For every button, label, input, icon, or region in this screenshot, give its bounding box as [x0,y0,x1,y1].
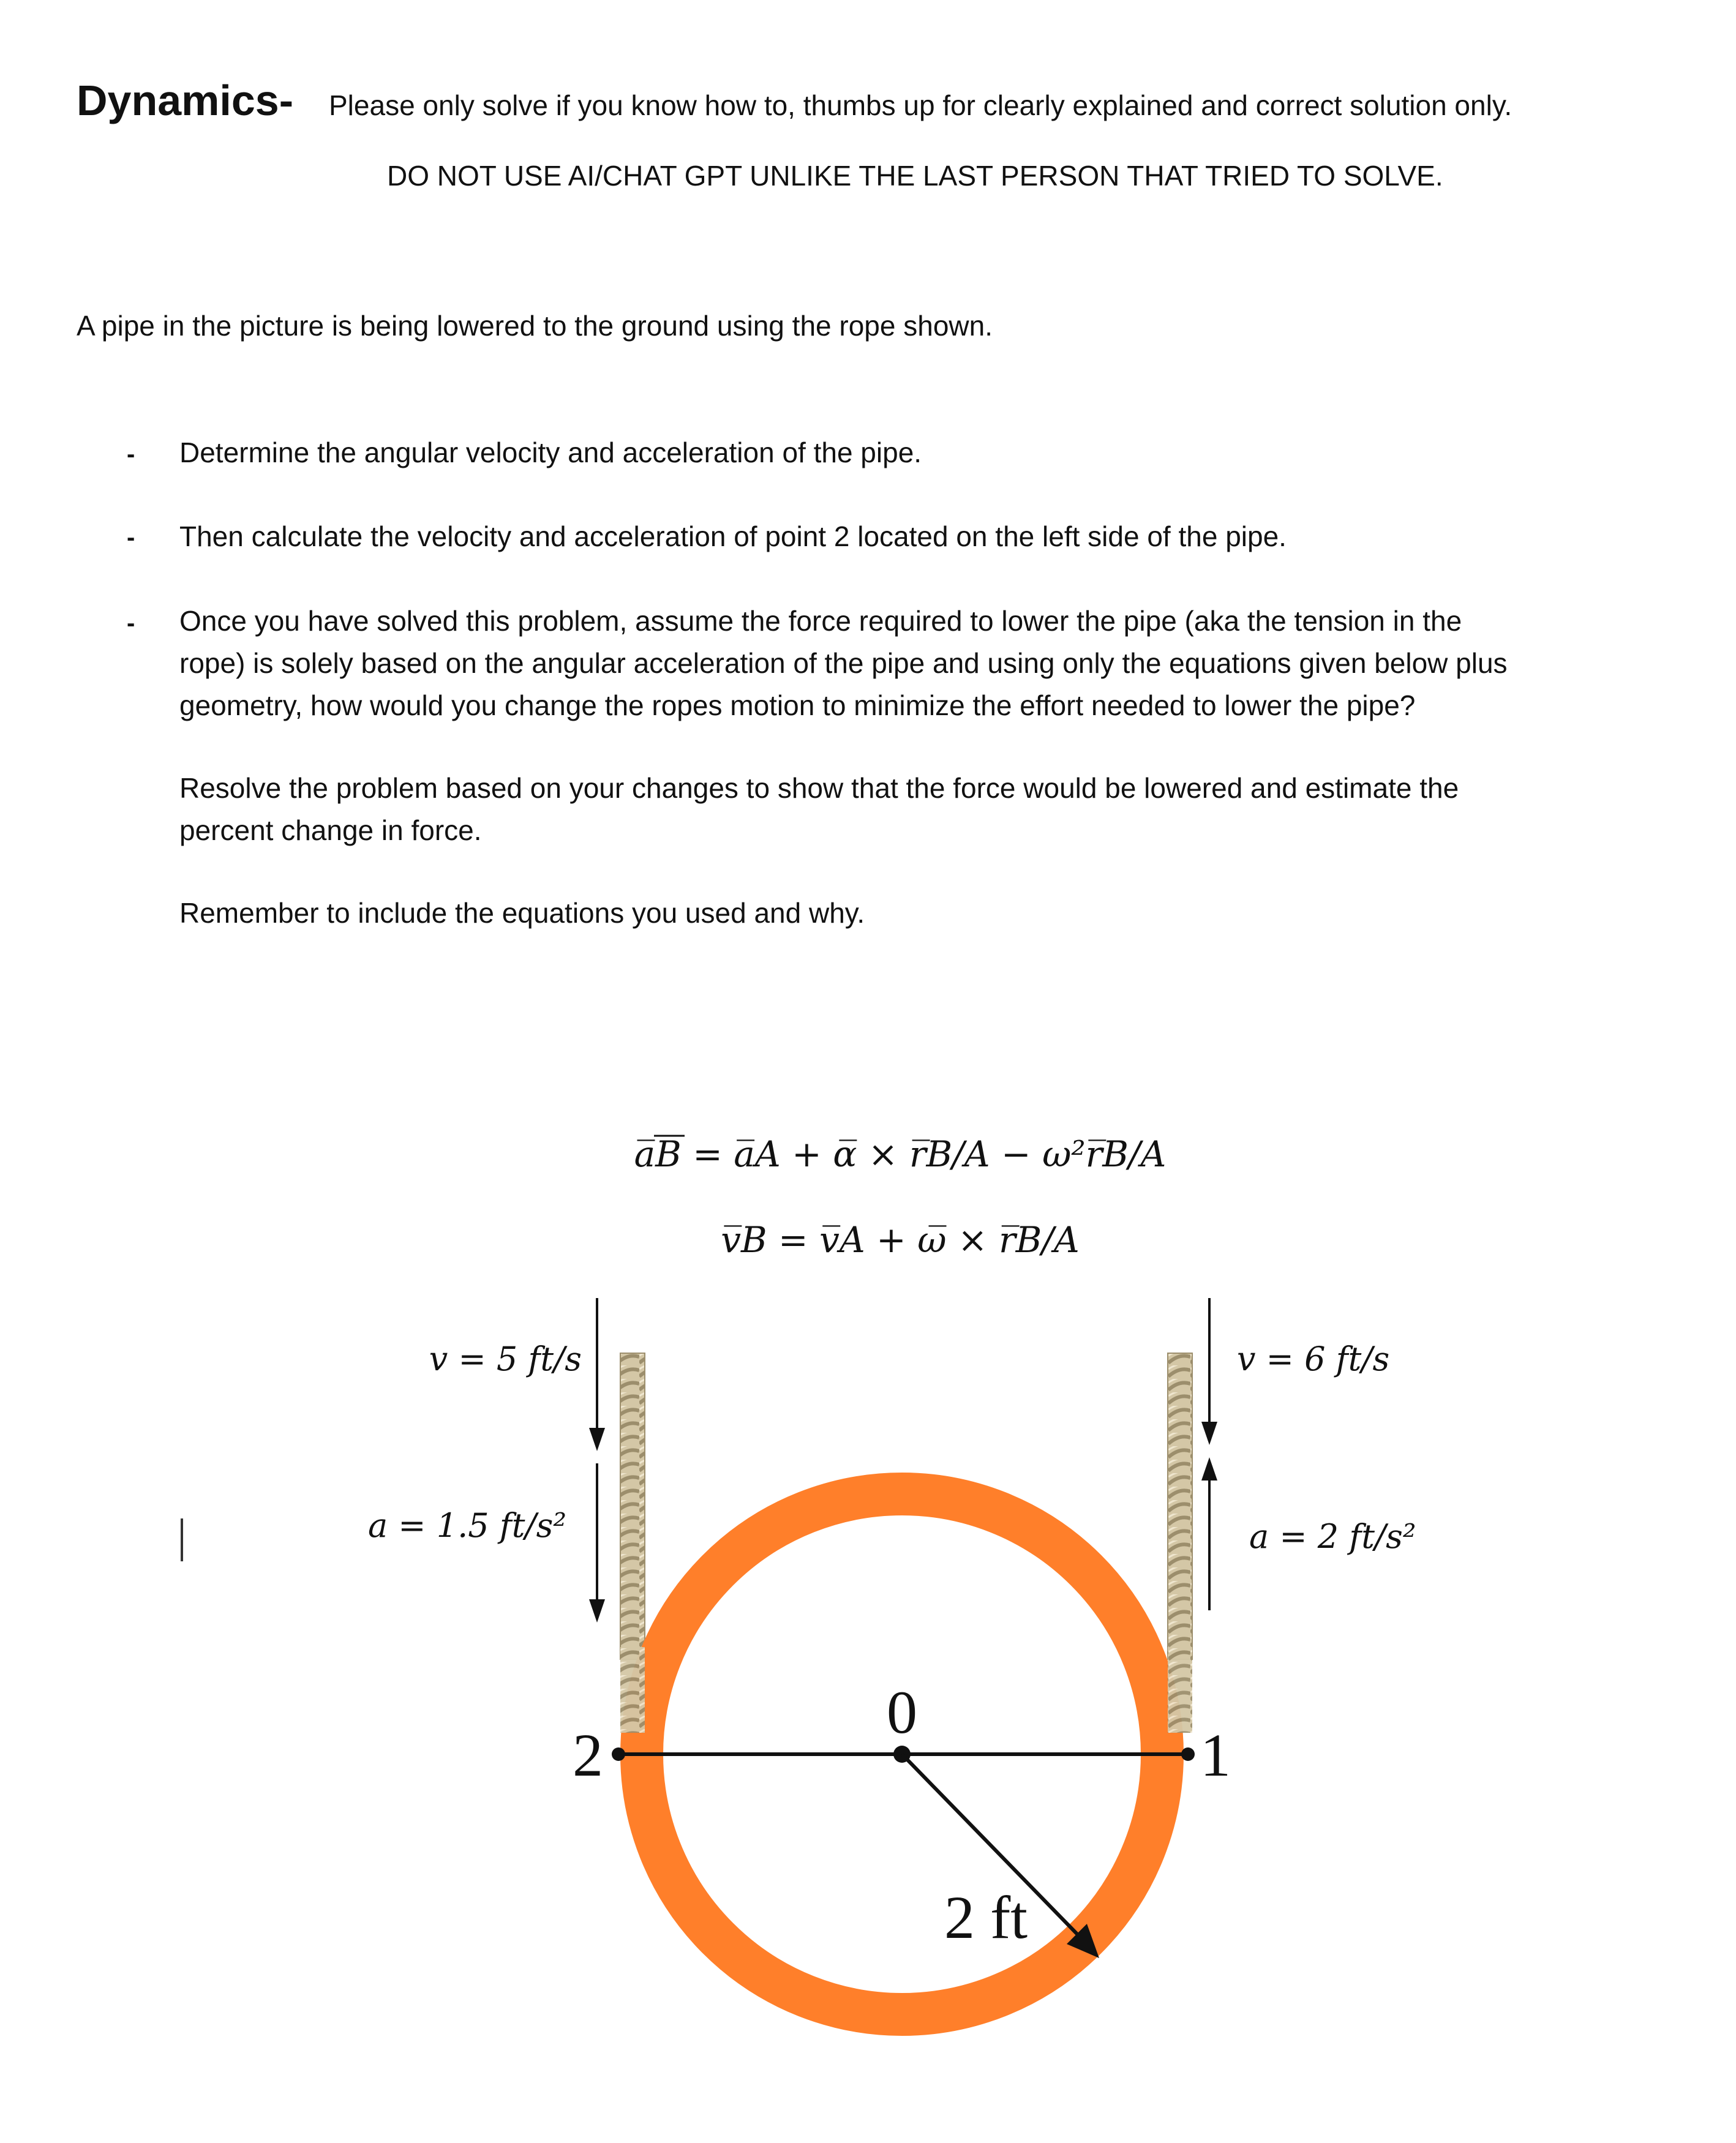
bullet-marker: - [127,524,135,551]
page-title: Dynamics- [77,77,294,124]
bullet-marker: - [127,610,135,637]
header-note: Please only solve if you know how to, thumbs up for clearly explained and correct solution only. [329,89,1512,121]
task-item: Determine the angular velocity and acceleration of the pipe. [179,437,922,468]
pipe-figure [0,1096,1736,2076]
left-velocity-arrowhead [589,1428,605,1451]
bullet-marker: - [127,441,135,468]
task-item-line: geometry, how would you change the ropes motion to minimize the effort needed to lower the pipe? [179,689,1416,721]
resolve-line: percent change in force. [179,814,482,846]
point-2-marker [612,1747,625,1761]
task-item-line: rope) is solely based on the angular acceleration of the pipe and using only the equations given below plus [179,647,1508,679]
left-rope-end [620,1647,645,1733]
left-velocity-label: v = 5 ft/s [429,1340,582,1378]
resolve-line: Resolve the problem based on your changes to show that the force would be lowered and estimate the [179,772,1459,804]
left-rope [620,1353,645,1659]
right-acceleration-arrowhead [1201,1457,1217,1481]
left-acceleration-arrowhead [589,1599,605,1623]
reminder-text: Remember to include the equations you used and why. [179,897,865,929]
center-label: 0 [887,1678,917,1746]
task-item: Then calculate the velocity and acceleration of point 2 located on the left side of the pipe. [179,520,1287,552]
right-rope-end [1168,1647,1192,1733]
task-item-line: Once you have solved this problem, assume the force required to lower the pipe (aka the tension in the [179,605,1462,637]
radius-label: 2 ft [944,1883,1028,1951]
header-warning: DO NOT USE AI/CHAT GPT UNLIKE THE LAST PERSON THAT TRIED TO SOLVE. [387,160,1443,192]
left-acceleration-label: a = 1.5 ft/s² [367,1506,566,1545]
problem-intro: A pipe in the picture is being lowered to the ground using the rope shown. [77,310,993,342]
right-acceleration-label: a = 2 ft/s² [1249,1517,1416,1556]
right-rope [1168,1353,1192,1659]
velocity-equation: v̅B = v̅A + ω̅ × r̅B/A [721,1219,1080,1261]
point-1-marker [1181,1747,1195,1761]
point-2-label: 2 [573,1721,603,1789]
acceleration-equation: a̅B = a̅A + α̅ × r̅B/A − ω²r̅B/A [634,1133,1167,1175]
right-velocity-label: v = 6 ft/s [1237,1340,1390,1378]
point-1-label: 1 [1200,1721,1231,1789]
right-velocity-arrowhead [1201,1422,1217,1445]
